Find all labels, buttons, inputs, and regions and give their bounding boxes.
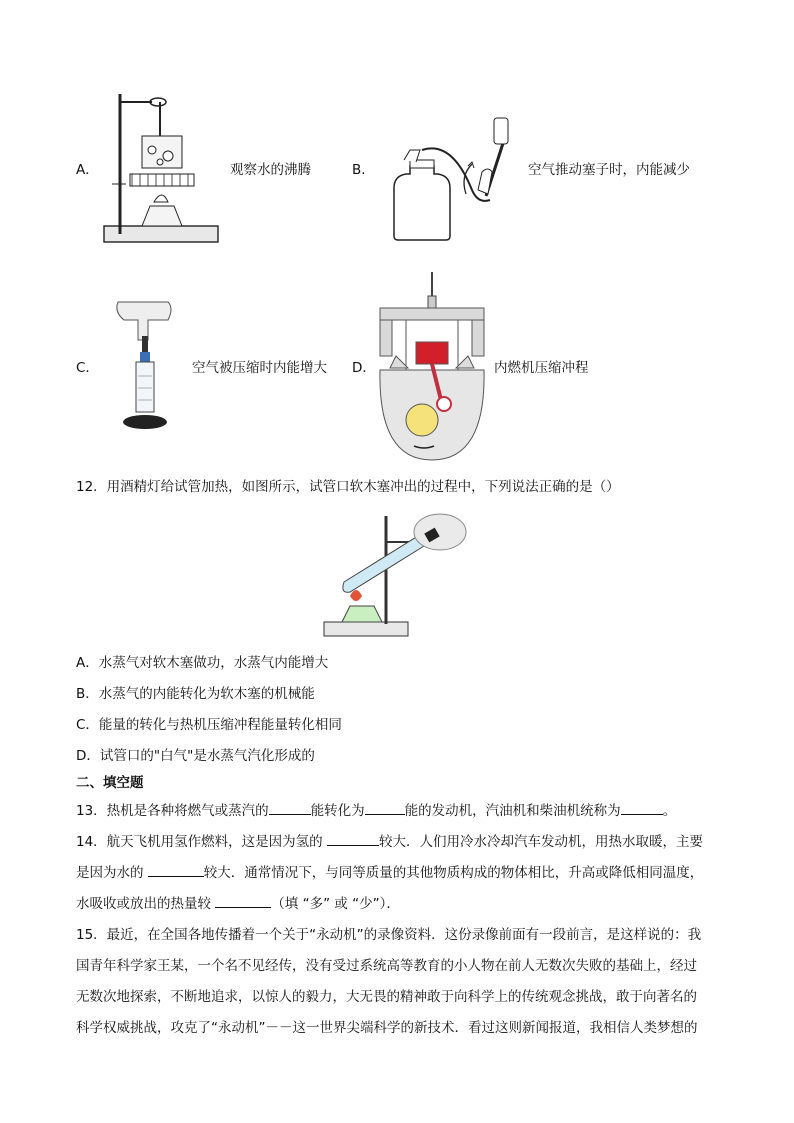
q13-blank-1[interactable] (269, 801, 311, 815)
q12-option-c: C．能量的转化与热机压缩冲程能量转化相同 (76, 717, 342, 733)
q12-option-b: B．水蒸气的内能转化为软木塞的机械能 (76, 686, 315, 702)
q15-line-1: 15．最近，在全国各地传播着一个关于“永动机”的录像资料．这份录像前面有一段前言，是这样说的：我 (76, 927, 702, 943)
q14-blank-2[interactable] (148, 863, 204, 877)
q12-option-a: A．水蒸气对软木塞做功，水蒸气内能增大 (76, 655, 329, 671)
option-a-letter: A． (76, 162, 99, 178)
q14-text-2b: 较大．通常情况下，与同等质量的其他物质构成的物体相比，升高或降低相同温度， (203, 865, 704, 881)
section-title: 二、填空题 (76, 775, 144, 791)
q13-blank-2[interactable] (365, 801, 405, 815)
q14-line-1 (76, 832, 703, 851)
q12-option-d: D．试管口的"白气"是水蒸气汽化形成的 (76, 748, 315, 764)
q14-line-3 (76, 894, 400, 913)
q14-text-2a: 是因为水的 (76, 865, 148, 881)
q14-text-1b: 较大．人们用冷水冷却汽车发动机，用热水取暖，主要 (378, 834, 703, 850)
q13-part2: 能转化为 (310, 803, 365, 819)
engine-compression-stroke-figure (376, 270, 488, 462)
compression-syringe-figure (112, 296, 178, 438)
option-c-letter: C． (76, 360, 99, 376)
option-b-letter: B． (352, 162, 375, 178)
q14-text-1a: 14．航天飞机用氢作燃料，这是因为氢的 (76, 834, 327, 850)
q13-part1: 13．热机是各种将燃气或蒸汽的 (76, 803, 269, 819)
option-c-caption: 空气被压缩时内能增大 (192, 360, 327, 376)
option-a-caption: 观察水的沸腾 (230, 162, 311, 178)
test-tube-heating-figure (322, 504, 472, 638)
q15-line-3: 无数次地探索，不断地追求，以惊人的毅力，大无畏的精神敢于向科学上的传统观念挑战，敢于向著名的 (76, 989, 697, 1005)
q13-blank-3[interactable] (621, 801, 663, 815)
bottle-pump-figure (382, 98, 522, 244)
q14-text-3b: （填 “多” 或 “少”）． (271, 896, 400, 912)
q14-text-3a: 水吸收或放出的热量较 (76, 896, 216, 912)
option-d-caption: 内燃机压缩冲程 (494, 360, 589, 376)
q15-line-2: 国青年科学家王某，一个名不见经传，没有受过系统高等教育的小人物在前人无数次失败的基础上，经过 (76, 958, 697, 974)
q14-line-2 (76, 863, 703, 882)
option-d-letter: D． (352, 360, 376, 376)
q14-blank-1[interactable] (327, 832, 379, 846)
q13-part3: 能的发动机，汽油机和柴油机统称为 (404, 803, 621, 819)
q13-part4: 。 (662, 803, 677, 819)
q12-stem: 12．用酒精灯给试管加热，如图所示，试管口软木塞冲出的过程中，下列说法正确的是（） (76, 479, 620, 495)
option-b-caption: 空气推动塞子时，内能减少 (528, 162, 690, 178)
q13-line (76, 801, 676, 820)
q15-line-4: 科学权威挑战，攻克了“永动机”－－这一世界尖端科学的新技术．看过这则新闻报道，我相信人类梦想的 (76, 1020, 698, 1036)
boiling-water-apparatus-figure (102, 84, 222, 254)
q14-blank-3[interactable] (215, 894, 271, 908)
